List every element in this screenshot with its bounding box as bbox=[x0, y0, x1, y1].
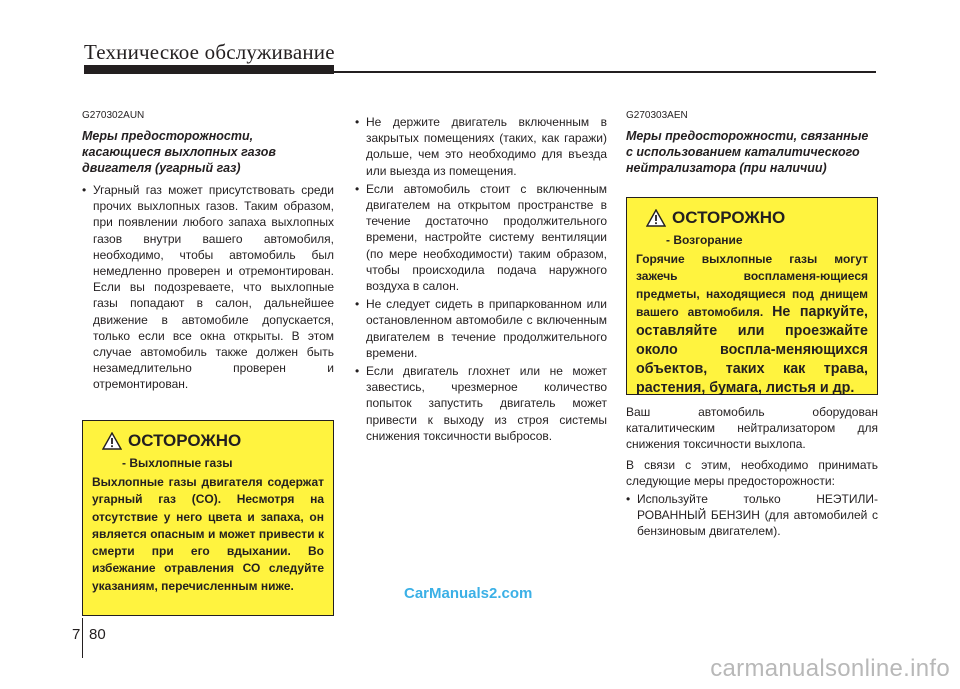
section-code: G270303AEN bbox=[626, 110, 688, 121]
warning-title: ОСТОРОЖНО bbox=[128, 431, 242, 450]
section-number: 7 bbox=[72, 626, 81, 643]
list-item: • Если двигатель глохнет или не может завестись, чрезмерное количество попыток запустить двигатель может привести к выходу из строя системы снижения токсичности выбросов. bbox=[355, 363, 607, 444]
section-code: G270302AUN bbox=[82, 110, 145, 121]
footer-divider bbox=[82, 618, 83, 658]
list-item: • Используйте только НЕЭТИЛИ-РОВАННЫЙ БЕНЗИН (для автомобилей с бензиновым двигателем). bbox=[626, 491, 878, 540]
bullet-list bbox=[355, 114, 607, 444]
middle-column bbox=[355, 114, 607, 446]
page-header-title: Техническое обслуживание bbox=[84, 40, 335, 64]
header-rule-thick bbox=[84, 65, 334, 74]
bullet-list bbox=[82, 182, 334, 393]
list-item: • Если автомобиль стоит с включенным двигателем на открытом пространстве в течение достаточно продолжительного времени, настройте систему вентиляции (по мере необходимости) таким образом, чтобы происходила подача наружного воздуха в салон. bbox=[355, 181, 607, 294]
section-heading: Меры предосторожности, связанные с использованием каталитического нейтрализатора (при наличии) bbox=[626, 129, 869, 175]
left-column bbox=[82, 110, 334, 395]
section-heading: Меры предосторожности, касающиеся выхлопных газов двигателя (угарный газ) bbox=[82, 129, 276, 175]
warning-triangle-icon bbox=[102, 432, 122, 450]
warning-text-normal: Горячие выхлопные газы могут зажечь воспламеня-ющиеся предметы, находящиеся под днищем вашего автомобиля. bbox=[636, 252, 868, 319]
paragraph: В связи с этим, необходимо принимать следующие меры предосторожности: bbox=[626, 457, 878, 488]
right-column-lower bbox=[626, 404, 878, 542]
warning-text-large: Не паркуйте, оставляйте или проезжайте около воспла-меняющихся объектов, таких как трава, растения, бумага, листья и др. bbox=[636, 303, 869, 396]
warning-box-fire bbox=[626, 197, 878, 395]
warning-header bbox=[646, 206, 868, 230]
list-item: • Угарный газ может присутствовать среди прочих выхлопных газов. Таким образом, при появлении любого запаха выхлопных газов внутри вашего автомобиля, необходимо, чтобы автомобиль был немедленно проверен и отремонтирован. Если вы подозреваете, что выхлопные газы попадают в салон, дальнейшее движение в автомобиле допускается, только если все окна открыты. В этом случае автомобиль также должен быть незамедлительно проверен и отремонтирован. bbox=[82, 182, 334, 393]
warning-text: Выхлопные газы двигателя содержат угарный газ (CO). Несмотря на отсутствие у него цвета и запаха, он является опасным и может привести к смерти при его вдыхании. Во избежание отравления СО следуйте указаниям, перечисленным ниже. bbox=[92, 475, 324, 593]
warning-triangle-icon bbox=[646, 209, 666, 227]
warning-subtitle: - Возгорание bbox=[666, 233, 743, 247]
warning-box-exhaust bbox=[82, 420, 334, 616]
list-item: • Не держите двигатель включенным в закрытых помещениях (таких, как гаражи) дольше, чем это необходимо для въезда или выезда из помещения. bbox=[355, 114, 607, 179]
right-column bbox=[626, 110, 878, 182]
page-number: 80 bbox=[89, 626, 106, 643]
paragraph: Ваш автомобиль оборудован каталитическим нейтрализатором для снижения токсичности выхлопа. bbox=[626, 405, 878, 452]
bullet-list bbox=[626, 491, 878, 540]
warning-title: ОСТОРОЖНО bbox=[672, 208, 786, 227]
list-item: • Не следует сидеть в припаркованном или остановленном автомобиле с включенным двигателем в течение продолжительного времени. bbox=[355, 296, 607, 361]
warning-subtitle: - Выхлопные газы bbox=[122, 456, 233, 470]
carmanuals-watermark: CarManuals2.com bbox=[404, 585, 533, 602]
site-watermark: carmanualsonline.info bbox=[710, 655, 950, 682]
warning-header bbox=[102, 429, 324, 453]
header-rule-thin bbox=[334, 71, 876, 73]
warning-text bbox=[636, 251, 868, 398]
